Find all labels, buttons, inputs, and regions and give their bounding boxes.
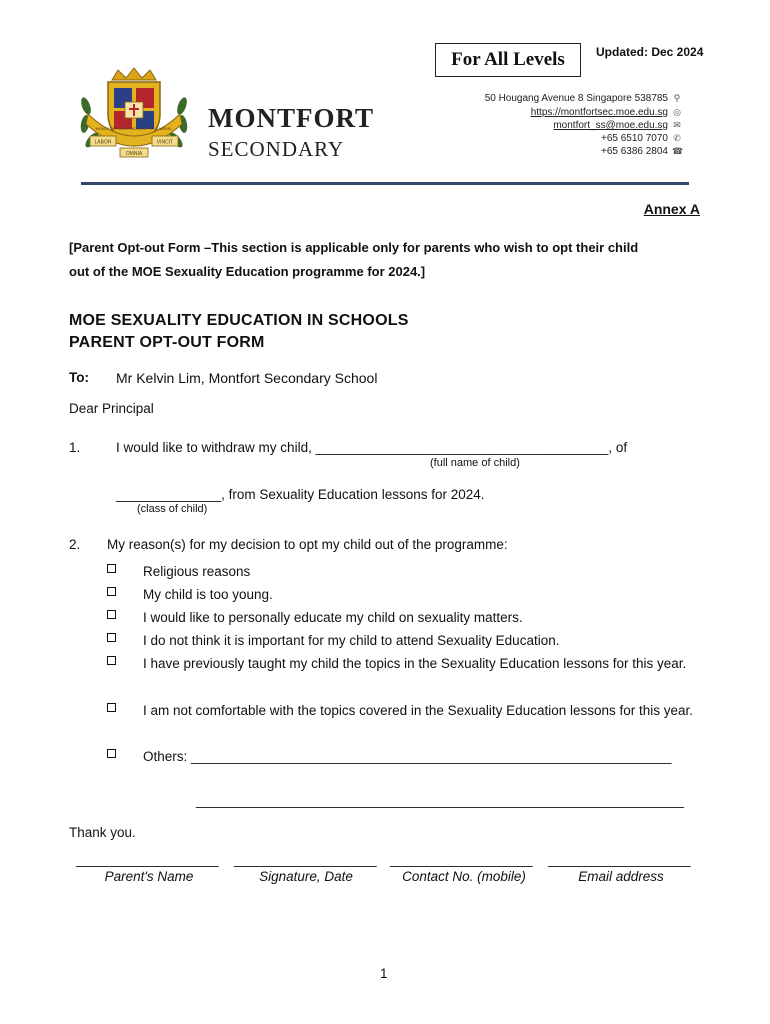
page-number: 1 [380,966,388,981]
checkbox[interactable] [107,633,116,642]
contact-phone: +65 6510 7070 ✆ [600,133,681,144]
to-label: To: [69,370,89,385]
contact-address: 50 Hougang Avenue 8 Singapore 538785 ⚲ [484,93,681,104]
header-divider [81,182,689,185]
checkbox[interactable] [107,656,116,665]
email-address-label: Email address [578,869,664,884]
reason-personal-education[interactable]: I would like to personally educate my child on sexuality matters. [107,606,702,629]
item-2-text: My reason(s) for my decision to opt my child out of the programme: [107,537,508,552]
school-crest-logo [78,66,190,160]
location-pin-icon: ⚲ [673,93,681,103]
form-title-line-2: PARENT OPT-OUT FORM [69,334,265,351]
child-class-hint: (class of child) [137,503,208,515]
checkbox[interactable] [107,749,116,758]
reason-previously-taught[interactable]: I have previously taught my child the topics in the Sexuality Education lessons for this year. [107,652,702,675]
checkbox[interactable] [107,587,116,596]
contact-email[interactable]: montfort_ss@moe.edu.sg ✉ [553,120,681,131]
signature-date-label: Signature, Date [259,869,353,884]
school-name: MONTFORT [208,103,375,133]
child-name-field[interactable]: I would like to withdraw my child, _______________________________________, of [116,440,628,455]
contact-number-label: Contact No. (mobile) [402,869,526,884]
school-subtitle: SECONDARY [208,137,345,161]
updated-date: Updated: Dec 2024 [596,45,704,59]
form-title-line-1: MOE SEXUALITY EDUCATION IN SCHOOLS [69,312,409,329]
contact-website[interactable]: https://montfortsec.moe.edu.sg ◎ [530,107,681,118]
item-2-number: 2. [69,537,81,552]
contact-fax: +65 6386 2804 ☎ [600,146,684,157]
mail-icon: ✉ [673,120,681,130]
checkbox[interactable] [107,703,116,712]
parent-name-line[interactable]: ___________________ [76,852,219,867]
annex-label: Annex A [643,201,700,217]
item-1-number: 1. [69,440,81,455]
child-name-hint: (full name of child) [430,457,520,469]
child-class-field[interactable]: ______________, from Sexuality Education lessons for 2024. [116,487,485,502]
reason-religious[interactable]: Religious reasons [107,560,702,583]
phone-icon: ✆ [673,133,681,143]
others-extra-line[interactable]: _________________________________________________________________ [196,793,685,808]
thank-you: Thank you. [69,825,136,840]
signature-line[interactable]: ___________________ [234,852,377,867]
reason-too-young[interactable]: My child is too young. [107,583,702,606]
crest-motto-right: VINCIT [156,139,174,146]
checkbox[interactable] [107,610,116,619]
reason-not-comfortable[interactable]: I am not comfortable with the topics covered in the Sexuality Education lessons for this year. [107,699,702,722]
crest-motto-bottom: OMNIA [125,151,143,157]
crest-motto-left: LABOR [94,139,112,146]
parent-name-label: Parent's Name [104,869,194,884]
checkbox[interactable] [107,564,116,573]
intro-line-1: [Parent Opt-out Form –This section is applicable only for parents who wish to opt their child [69,240,639,255]
crest-banner-text: MONTFORT BROTHERS OF ST GABRIEL [95,126,173,131]
levels-badge: For All Levels [435,43,581,77]
email-line[interactable]: ___________________ [548,852,691,867]
reason-others[interactable]: Others: ________________________________________________________________ [107,745,702,768]
intro-line-2: out of the MOE Sexuality Education programme for 2024.] [69,264,426,279]
to-recipient: Mr Kelvin Lim, Montfort Secondary School [116,370,378,386]
contact-number-line[interactable]: ___________________ [390,852,533,867]
fax-icon: ☎ [672,146,684,156]
reason-not-important[interactable]: I do not think it is important for my child to attend Sexuality Education. [107,629,702,652]
salutation: Dear Principal [69,401,154,416]
globe-icon: ◎ [673,107,681,117]
